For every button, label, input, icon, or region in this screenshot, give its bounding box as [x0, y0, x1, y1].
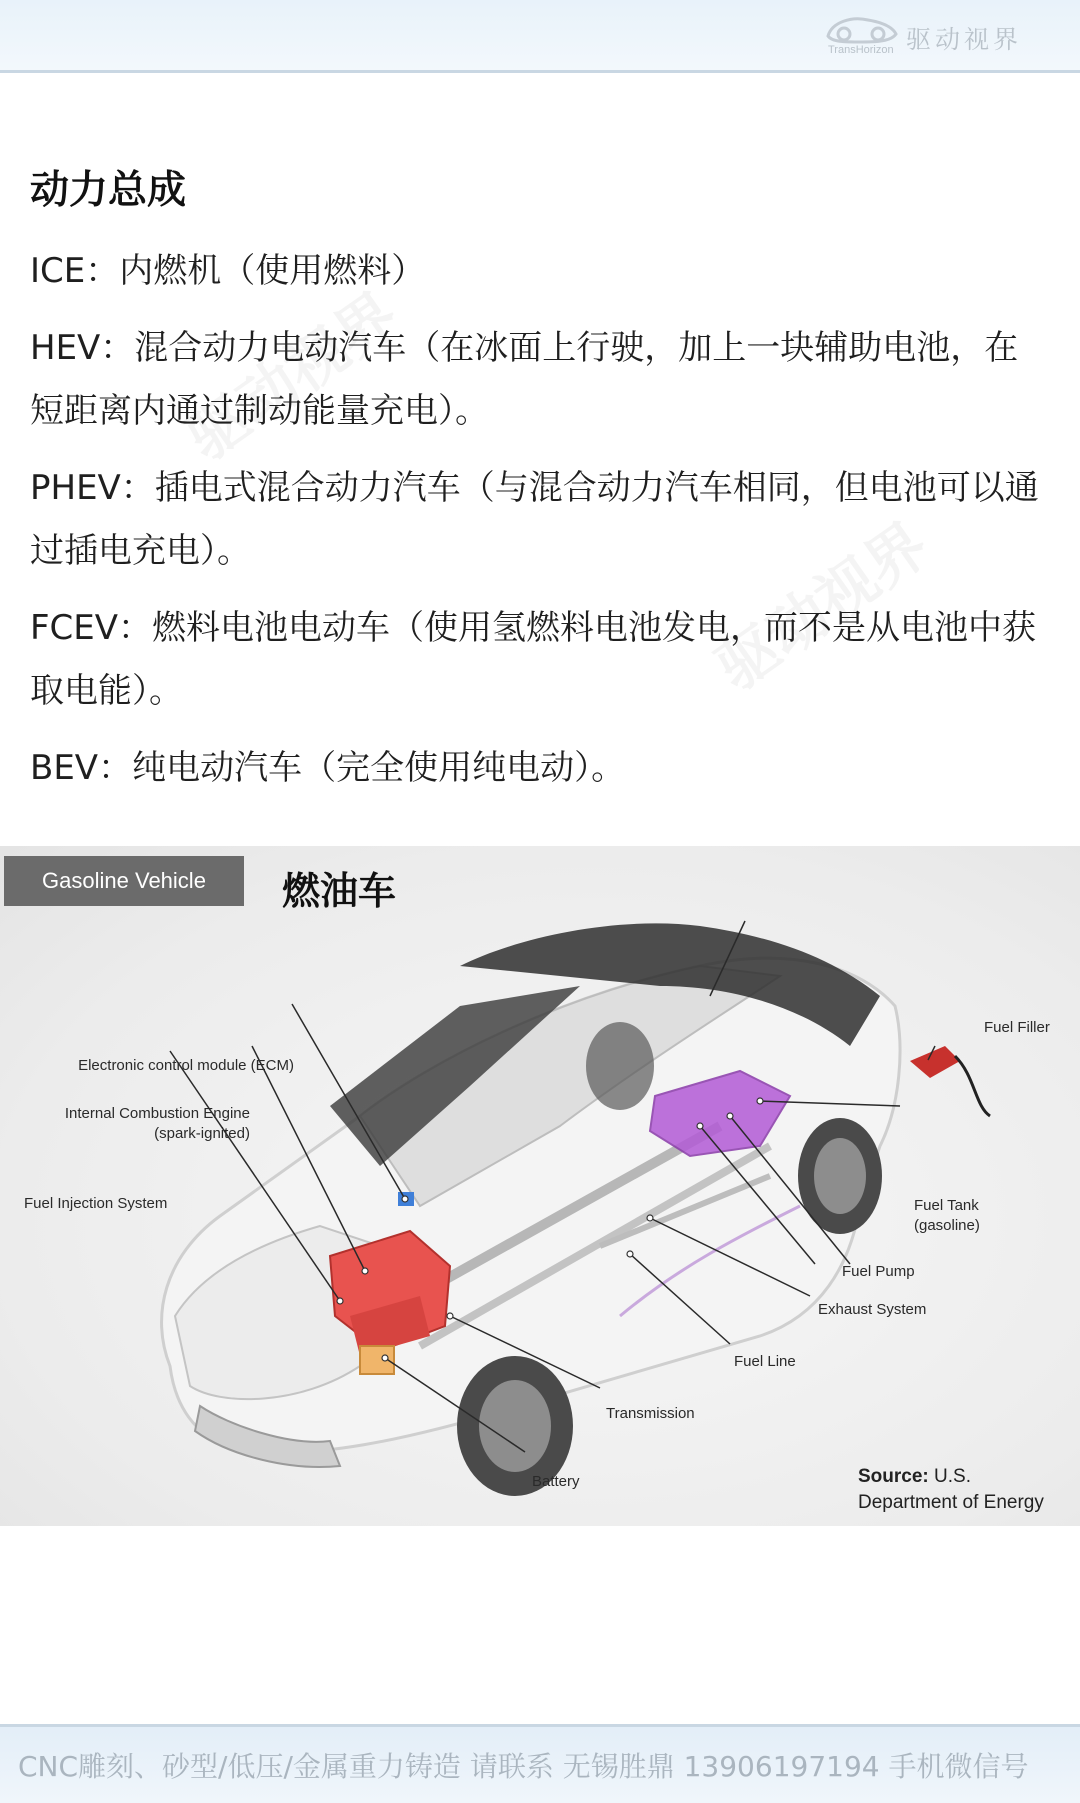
car-cutaway-illustration	[0, 846, 1080, 1526]
label-ice-line1: Internal Combustion Engine	[64, 1105, 250, 1122]
label-fuel-line: Fuel Line	[734, 1353, 796, 1370]
label-fuel-filler: Fuel Filler	[984, 1019, 1050, 1036]
footer-contact-text: CNC雕刻、砂型/低压/金属重力铸造 请联系 无锡胜鼎 13906197194 手机微信号	[18, 1750, 1029, 1783]
car-logo-icon	[822, 12, 902, 48]
definition-fcev: FCEV：燃料电池电动车（使用氢燃料电池发电，而不是从电池中获取电能）。	[30, 608, 1037, 711]
label-fuel-tank	[914, 1196, 980, 1236]
label-ice	[40, 1104, 250, 1144]
source-credit	[858, 1464, 1044, 1516]
logo-english-text: TransHorizon	[828, 44, 894, 56]
label-ecm: Electronic control module (ECM)	[78, 1057, 294, 1074]
definition-phev: PHEV：插电式混合动力汽车（与混合动力汽车相同，但电池可以通过插电充电）。	[30, 468, 1039, 571]
gasoline-vehicle-figure	[0, 846, 1080, 1526]
figure-badge: Gasoline Vehicle	[4, 856, 244, 906]
source-value: U.S.	[934, 1466, 971, 1487]
definition-hev: HEV：混合动力电动汽车（在冰面上行驶，加上一块辅助电池，在短距离内通过制动能量充电）。	[30, 328, 1019, 431]
definition-list	[30, 240, 1050, 814]
label-ice-line2: (spark-ignited)	[154, 1125, 250, 1142]
source-label: Source:	[858, 1466, 929, 1487]
definition-ice: ICE：内燃机（使用燃料）	[30, 251, 426, 291]
label-fuel-tank-line2: (gasoline)	[914, 1217, 980, 1234]
label-fuel-pump: Fuel Pump	[842, 1263, 915, 1280]
label-transmission: Transmission	[606, 1405, 695, 1422]
brand-logo	[820, 10, 1036, 60]
logo-chinese-text: 驱动视界	[906, 25, 1023, 54]
fuel-nozzle-shape	[910, 1046, 960, 1078]
source-line2: Department of Energy	[858, 1492, 1044, 1513]
figure-title: 燃油车	[282, 869, 397, 913]
section-title: 动力总成	[30, 168, 187, 213]
label-battery: Battery	[532, 1473, 580, 1490]
top-banner	[0, 0, 1080, 73]
label-exhaust: Exhaust System	[818, 1301, 927, 1318]
label-fuel-injection: Fuel Injection System	[24, 1195, 168, 1212]
label-fuel-tank-line1: Fuel Tank	[914, 1197, 979, 1214]
footer-banner	[0, 1724, 1080, 1803]
definition-bev: BEV：纯电动汽车（完全使用纯电动）。	[30, 748, 626, 788]
